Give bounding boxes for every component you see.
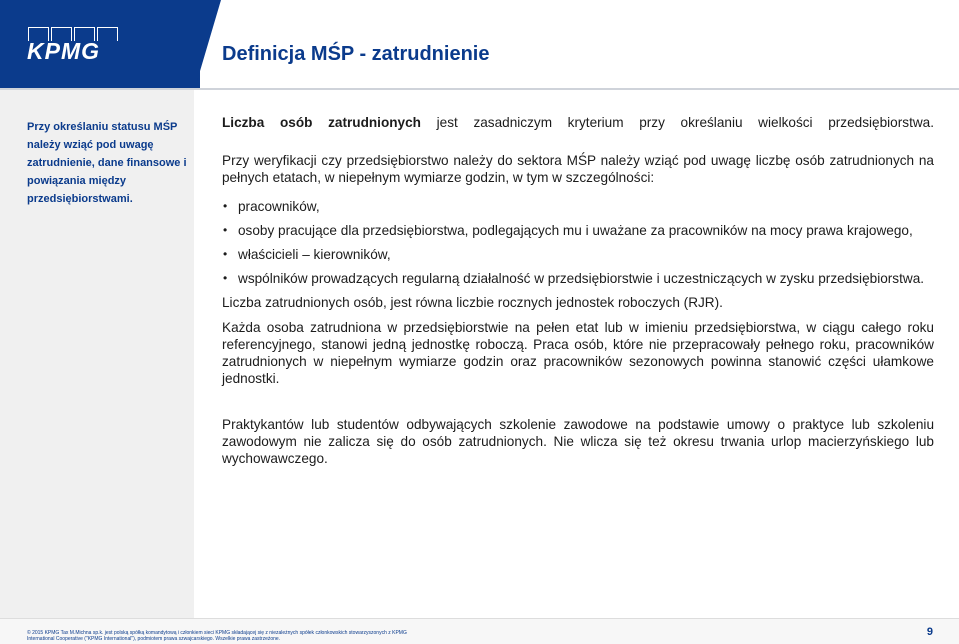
lead-rest-text: jest zasadniczym kryterium przy określaniu wielkości przedsiębiorstwa. — [420, 115, 935, 130]
list-item: • osoby pracujące dla przedsiębiorstwa, podlegających mu i uważane za pracowników na mocy prawa krajowego, — [222, 222, 934, 239]
list-item: • właścicieli – kierowników, — [222, 246, 934, 263]
lead-paragraph — [222, 114, 934, 131]
list-item: • pracowników, — [222, 198, 934, 215]
logo-slant-decoration — [195, 0, 221, 88]
interns-paragraph: Praktykantów lub studentów odbywających szkolenie zawodowe na podstawie umowy o praktyce lub szkoleniu zawodowym nie zalicza się do osób zatrudnionych. Nie wlicza się też okresu trwania urlop macierzyńskiego lub wychowawczego. — [222, 417, 934, 466]
list-item: • wspólników prowadzących regularną działalność w przedsiębiorstwie i uczestniczących w zysku przedsiębiorstwa. — [222, 270, 934, 287]
intro-paragraph: Przy weryfikacji czy przedsiębiorstwo należy do sektora MŚP należy wziąć pod uwagę liczbę osób zatrudnionych na pełnych etatach, w niepełnym wymiarze godzin, w tym w szczególności: — [222, 153, 934, 185]
employee-category-list — [222, 198, 934, 287]
footer-legal-line1: © 2015 KPMG Tax M.Michna sp.k. jest polską spółką komandytową i członkiem sieci KPMG składającej się z niezależnych spółek członkowskich stowarzyszonych z KPMG — [27, 630, 407, 636]
parttime-paragraph: Każda osoba zatrudniona w przedsiębiorstwie na pełen etat lub w imieniu przedsiębiorstwa, w ciągu całego roku referencyjnego, stanowi jedną jednostkę roboczą. Praca osób, które nie przepracowały pełnego roku, pracowników zatrudnionych w niepełnym wymiarze godzin oraz pracowników sezonowych powinna stanowić części ułamkowe jednostki. — [222, 320, 934, 386]
main-content — [222, 114, 934, 467]
page-title: Definicja MŚP - zatrudnienie — [222, 43, 490, 65]
sidebar-note: Przy określaniu statusu MŚP należy wziąć pod uwagę zatrudnienie, dane finansowe i powiązania między przedsiębiorstwami. — [27, 121, 187, 205]
footer-legal-line2: International Cooperative ("KPMG International"), podmiotem prawa szwajcarskiego. Wszelkie prawa zastrzeżone. — [27, 636, 281, 642]
rjr-paragraph: Liczba zatrudnionych osób, jest równa liczbie rocznych jednostek roboczych (RJR). — [222, 295, 723, 310]
kpmg-logo: KPMG — [27, 38, 100, 64]
kpmg-logo-block — [0, 0, 200, 88]
page-number: 9 — [926, 626, 933, 638]
footer-legal — [27, 630, 447, 642]
lead-bold-text: Liczba osób zatrudnionych — [222, 115, 421, 130]
